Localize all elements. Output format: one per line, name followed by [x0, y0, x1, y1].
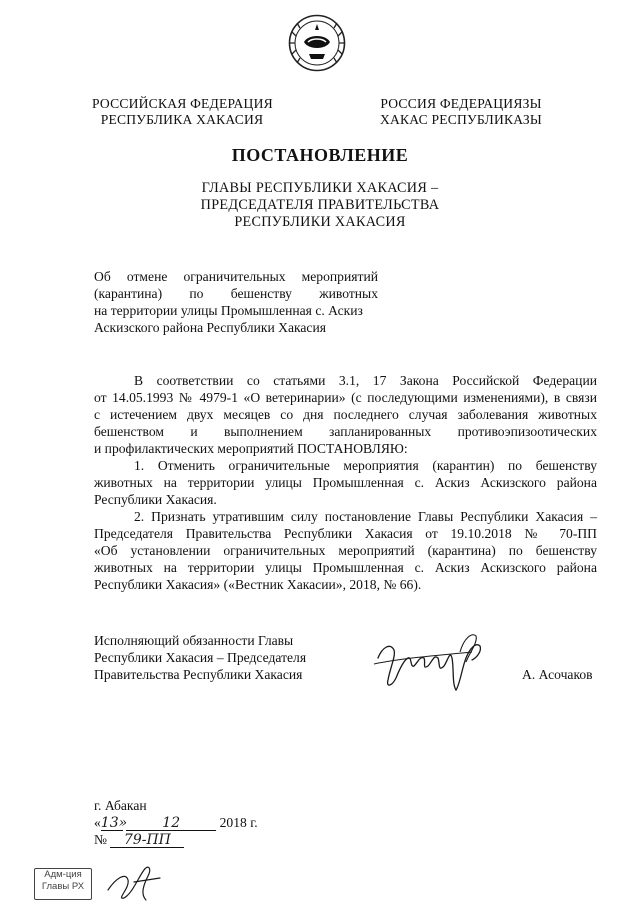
- body-line: с истечением двух месяцев со дня последнего случая заболевания животных: [94, 407, 597, 422]
- subtitle-line-2: ПРЕДСЕДАТЕЛЯ ПРАВИТЕЛЬСТВА: [200, 197, 440, 213]
- paragraph-preamble: [94, 372, 597, 457]
- stamp-line: Адм-ция: [44, 869, 82, 880]
- document-subtitle: [0, 180, 640, 231]
- paragraph-item-2: [94, 508, 597, 593]
- document-body: [94, 372, 597, 593]
- position-line: Республики Хакасия – Председателя: [94, 650, 307, 665]
- signatory-name: А. Асочаков: [522, 667, 593, 682]
- document-title: ПОСТАНОВЛЕНИЕ: [231, 145, 409, 165]
- subtitle-line-3: РЕСПУБЛИКИ ХАКАСИЯ: [234, 214, 406, 230]
- signatory-position: [94, 632, 334, 683]
- body-line: бешенством и выполнением запланированных противоэпизоотических: [94, 424, 597, 439]
- document-place-date: [94, 797, 258, 848]
- body-line: и профилактических мероприятий ПОСТАНОВЛЯЮ:: [94, 441, 408, 456]
- number-value: 79-ПП: [110, 832, 184, 848]
- date-open-quote: «: [94, 815, 101, 830]
- subject-line: Аскизского района Республики Хакасия: [94, 320, 326, 335]
- body-line: животных на территории улицы Промышленная с. Аскиз Аскизского района: [94, 475, 597, 490]
- number-label: №: [94, 832, 107, 847]
- date-year: 2018 г.: [219, 815, 258, 830]
- header-right: [380, 96, 542, 128]
- subject-line: Об отмене ограничительных мероприятий: [94, 269, 378, 284]
- body-line: животных на территории улицы Промышленная с. Аскиз Аскизского района: [94, 560, 597, 575]
- body-line: В соответствии со статьями 3.1, 17 Закона Российской Федерации: [134, 373, 597, 388]
- subject-line: (карантина) по бешенству животных: [94, 286, 378, 301]
- header-left-line-2: РЕСПУБЛИКА ХАКАСИЯ: [100, 112, 264, 127]
- document-subject: [94, 268, 378, 336]
- date-day: 13»: [100, 815, 128, 831]
- paragraph-item-1: [94, 457, 597, 508]
- header-left-line-1: РОССИЙСКАЯ ФЕДЕРАЦИЯ: [92, 96, 273, 111]
- stamp-line: Главы РХ: [41, 881, 85, 892]
- coat-of-arms-emblem: [288, 14, 346, 72]
- number-line: [94, 831, 258, 848]
- body-line: Республики Хакасия.: [94, 492, 217, 507]
- registration-stamp: [34, 868, 92, 900]
- city: г. Абакан: [94, 798, 147, 813]
- header-right-line-2: ХАКАС РЕСПУБЛИКАЗЫ: [380, 112, 542, 127]
- header-right-line-1: РОССИЯ ФЕДЕРАЦИЯЗЫ: [380, 96, 542, 111]
- date-line: [94, 814, 258, 831]
- position-line: Правительства Республики Хакасия: [94, 667, 303, 682]
- handwritten-signature: [372, 628, 494, 698]
- body-line: «Об установлении ограничительных мероприятий (карантина) по бешенству: [94, 543, 597, 558]
- handwritten-initial: [104, 860, 174, 904]
- position-line: Исполняющий обязанности Главы: [94, 633, 294, 648]
- body-line: Председателя Правительства Республики Хакасия от 19.10.2018 № 70-ПП: [94, 526, 597, 541]
- date-month: 12: [126, 815, 216, 831]
- subtitle-line-1: ГЛАВЫ РЕСПУБЛИКИ ХАКАСИЯ –: [201, 180, 439, 196]
- subject-line: на территории улицы Промышленная с. Аскиз: [94, 303, 363, 318]
- body-line: Республики Хакасия» («Вестник Хакасии», 2018, № 66).: [94, 577, 422, 592]
- body-line: 1. Отменить ограничительные мероприятия (карантин) по бешенству: [134, 458, 597, 473]
- header-left: [92, 96, 272, 128]
- body-line: 2. Признать утратившим силу постановление Главы Республики Хакасия –: [134, 509, 597, 524]
- body-line: от 14.05.1993 № 4979-1 «О ветеринарии» (с последующими изменениями), в связи: [94, 390, 597, 405]
